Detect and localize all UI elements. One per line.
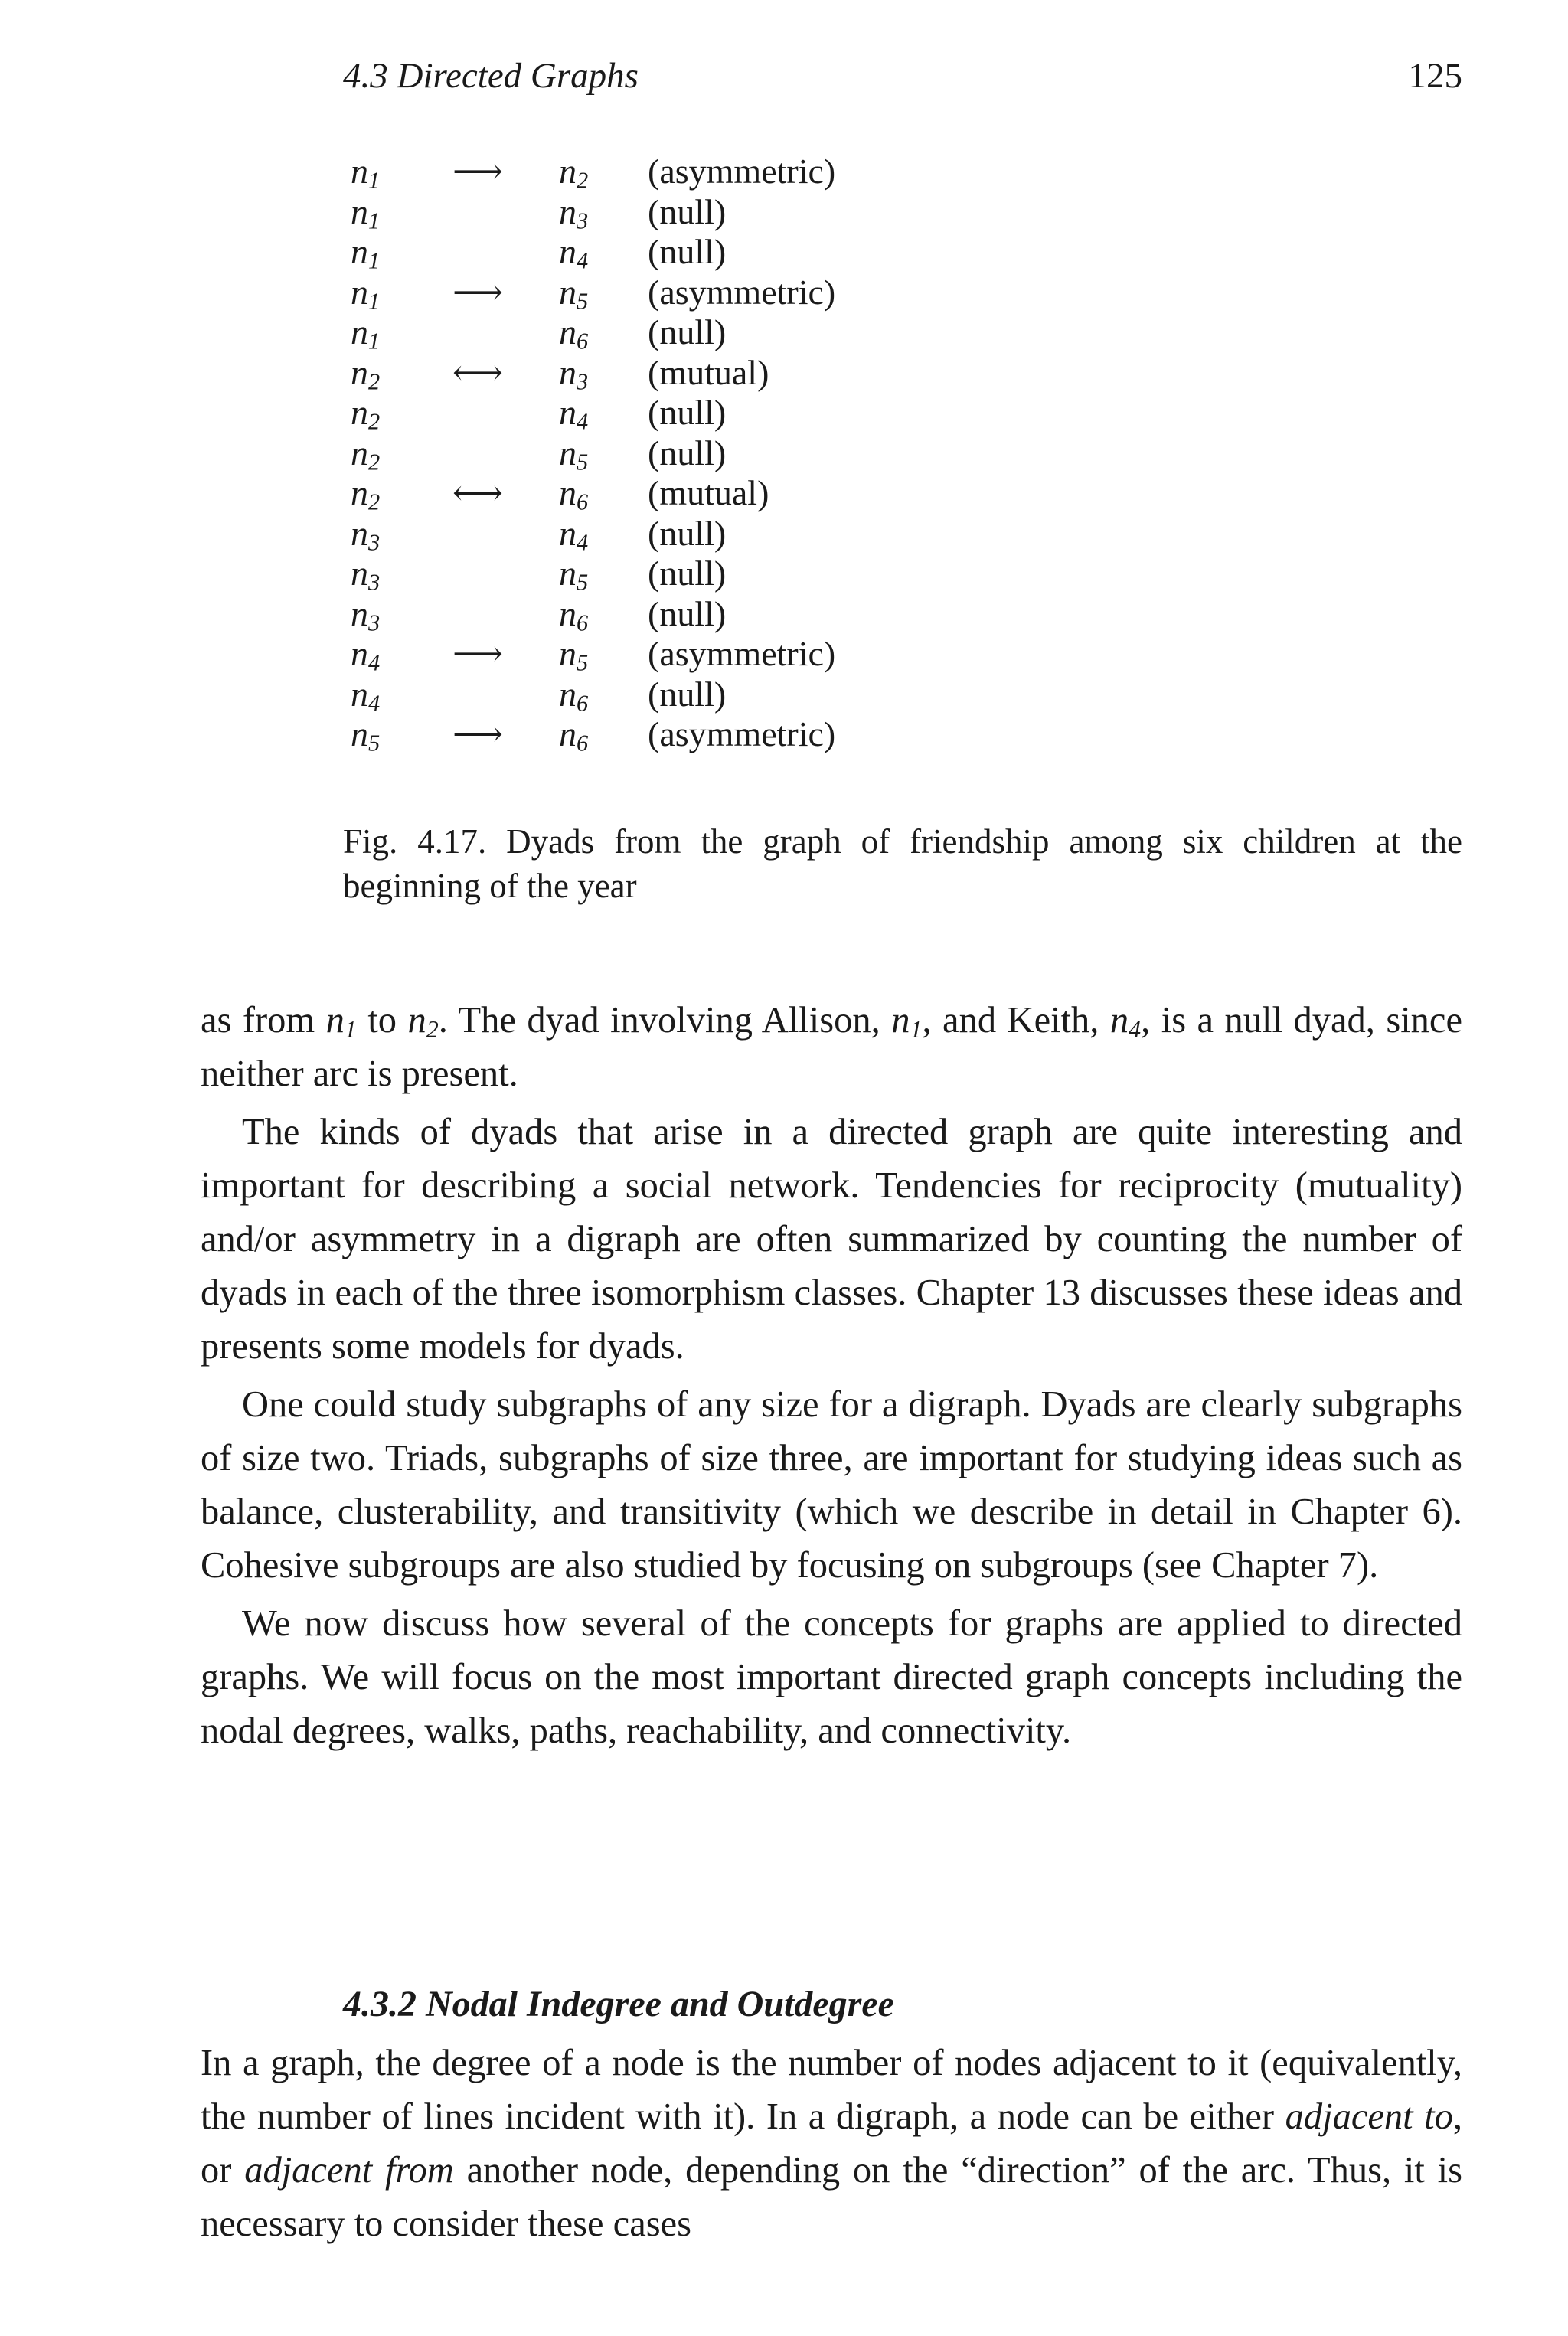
node-ref: $n_2$ <box>407 1000 439 1044</box>
dyad-row <box>351 232 1040 273</box>
dyad-row <box>351 634 1040 675</box>
body-text <box>201 994 1462 1758</box>
node-ref: $n_1$ <box>891 1000 923 1044</box>
dyad-from-node: $n_1$ <box>351 191 381 234</box>
dyad-to-node: $n_6$ <box>559 312 589 354</box>
mutual-arrow-icon: ⟷ <box>452 473 503 512</box>
dyad-type: (asymmetric) <box>648 272 836 312</box>
section-paragraph: In a graph, the degree of a node is the number of nodes adjacent to it (equivalently, the number of lines incident with it). In a digraph, a node can be either adjacent to, or adjacent from another node, depending on the “direction” of the arc. Thus, it is necessary to consider these cases <box>201 2043 1463 2244</box>
right-arrow-icon: ⟶ <box>452 634 503 673</box>
dyad-from-node: $n_4$ <box>351 674 381 717</box>
dyad-type: (null) <box>648 674 727 714</box>
dyad-row <box>351 594 1040 635</box>
dyad-from-node: $n_1$ <box>351 272 381 315</box>
dyad-row <box>351 312 1040 353</box>
dyad-to-node: $n_5$ <box>559 634 589 676</box>
dyad-from-node: $n_4$ <box>351 634 381 676</box>
paragraph-4: We now discuss how several of the concepts for graphs are applied to directed graphs. We will focus on the most important directed graph concepts including the nodal degrees, walks, paths, reachability, and connectivity. <box>201 1603 1462 1751</box>
dyad-type: (null) <box>648 191 727 231</box>
dyad-from-node: $n_2$ <box>351 352 381 395</box>
dyad-to-node: $n_6$ <box>559 674 589 717</box>
node-ref: $n_4$ <box>1109 1000 1142 1044</box>
dyad-to-node: $n_6$ <box>559 714 589 756</box>
paragraph-3: One could study subgraphs of any size for a digraph. Dyads are clearly subgraphs of size two. Triads, subgraphs of size three, are important for studying ideas such as balance, clusterability, and transitivity (which we describe in detail in Chapter 6). Cohesive subgroups are also studied by focusing on subgroups (see Chapter 7). <box>201 1384 1462 1586</box>
dyad-type: (null) <box>648 312 727 351</box>
dyad-type: (null) <box>648 393 727 432</box>
paragraph-1: as from $n_1$ to $n_2$. The dyad involving Allison, $n_1$, and Keith, $n_4$, is a null dyad, since neither arc is present. <box>201 1000 1462 1094</box>
right-arrow-icon: ⟶ <box>452 272 503 312</box>
dyad-type: (mutual) <box>648 473 769 512</box>
dyad-type: (mutual) <box>648 352 769 392</box>
dyad-to-node: $n_4$ <box>559 513 589 556</box>
dyad-type: (asymmetric) <box>648 714 836 753</box>
dyad-table <box>351 152 1040 755</box>
emphasis: adjacent from <box>244 2150 454 2191</box>
emphasis: adjacent to <box>1285 2096 1453 2137</box>
dyad-row <box>351 714 1040 755</box>
dyad-to-node: $n_5$ <box>559 554 589 596</box>
page-number: 125 <box>1408 56 1462 96</box>
dyad-row <box>351 273 1040 313</box>
dyad-from-node: $n_5$ <box>351 714 381 756</box>
dyad-type: (asymmetric) <box>648 152 836 191</box>
dyad-to-node: $n_5$ <box>559 272 589 315</box>
dyad-from-node: $n_1$ <box>351 312 381 354</box>
running-head-title: 4.3 Directed Graphs <box>343 56 639 96</box>
figure-caption: Fig. 4.17. Dyads from the graph of friendship among six children at the beginning of the year <box>343 822 1462 905</box>
dyad-type: (asymmetric) <box>648 634 836 673</box>
dyad-type: (null) <box>648 232 727 271</box>
dyad-to-node: $n_5$ <box>559 433 589 475</box>
dyad-from-node: $n_2$ <box>351 473 381 515</box>
dyad-to-node: $n_6$ <box>559 593 589 636</box>
dyad-from-node: $n_2$ <box>351 433 381 475</box>
dyad-from-node: $n_3$ <box>351 554 381 596</box>
dyad-type: (null) <box>648 554 727 593</box>
dyad-to-node: $n_3$ <box>559 352 589 395</box>
dyad-row <box>351 554 1040 594</box>
dyad-from-node: $n_3$ <box>351 593 381 636</box>
running-head <box>343 55 1462 109</box>
right-arrow-icon: ⟶ <box>452 714 503 753</box>
dyad-from-node: $n_1$ <box>351 232 381 274</box>
dyad-row <box>351 192 1040 233</box>
dyad-type: (null) <box>648 513 727 553</box>
dyad-from-node: $n_3$ <box>351 513 381 556</box>
dyad-to-node: $n_4$ <box>559 393 589 435</box>
dyad-to-node: $n_6$ <box>559 473 589 515</box>
dyad-from-node: $n_1$ <box>351 152 381 194</box>
mutual-arrow-icon: ⟷ <box>452 352 503 392</box>
dyad-to-node: $n_3$ <box>559 191 589 234</box>
dyad-type: (null) <box>648 593 727 633</box>
dyad-row <box>351 393 1040 433</box>
dyad-row <box>351 353 1040 394</box>
dyad-row <box>351 152 1040 192</box>
dyad-row <box>351 514 1040 554</box>
section-heading: 4.3.2 Nodal Indegree and Outdegree <box>343 1984 894 2024</box>
dyad-from-node: $n_2$ <box>351 393 381 435</box>
dyad-row <box>351 473 1040 514</box>
paragraph-2: The kinds of dyads that arise in a directed graph are quite interesting and important for describing a social network. Tendencies for reciprocity (mutuality) and/or asymmetry in a digraph are often summarized by counting the number of dyads in each of the three isomorphism classes. Chapter 13 discusses these ideas and presents some models for dyads. <box>201 1112 1462 1367</box>
dyad-type: (null) <box>648 433 727 472</box>
dyad-row <box>351 433 1040 474</box>
dyad-to-node: $n_2$ <box>559 152 589 194</box>
right-arrow-icon: ⟶ <box>452 152 503 191</box>
dyad-to-node: $n_4$ <box>559 232 589 274</box>
node-ref: $n_1$ <box>325 1000 357 1044</box>
dyad-row <box>351 675 1040 715</box>
